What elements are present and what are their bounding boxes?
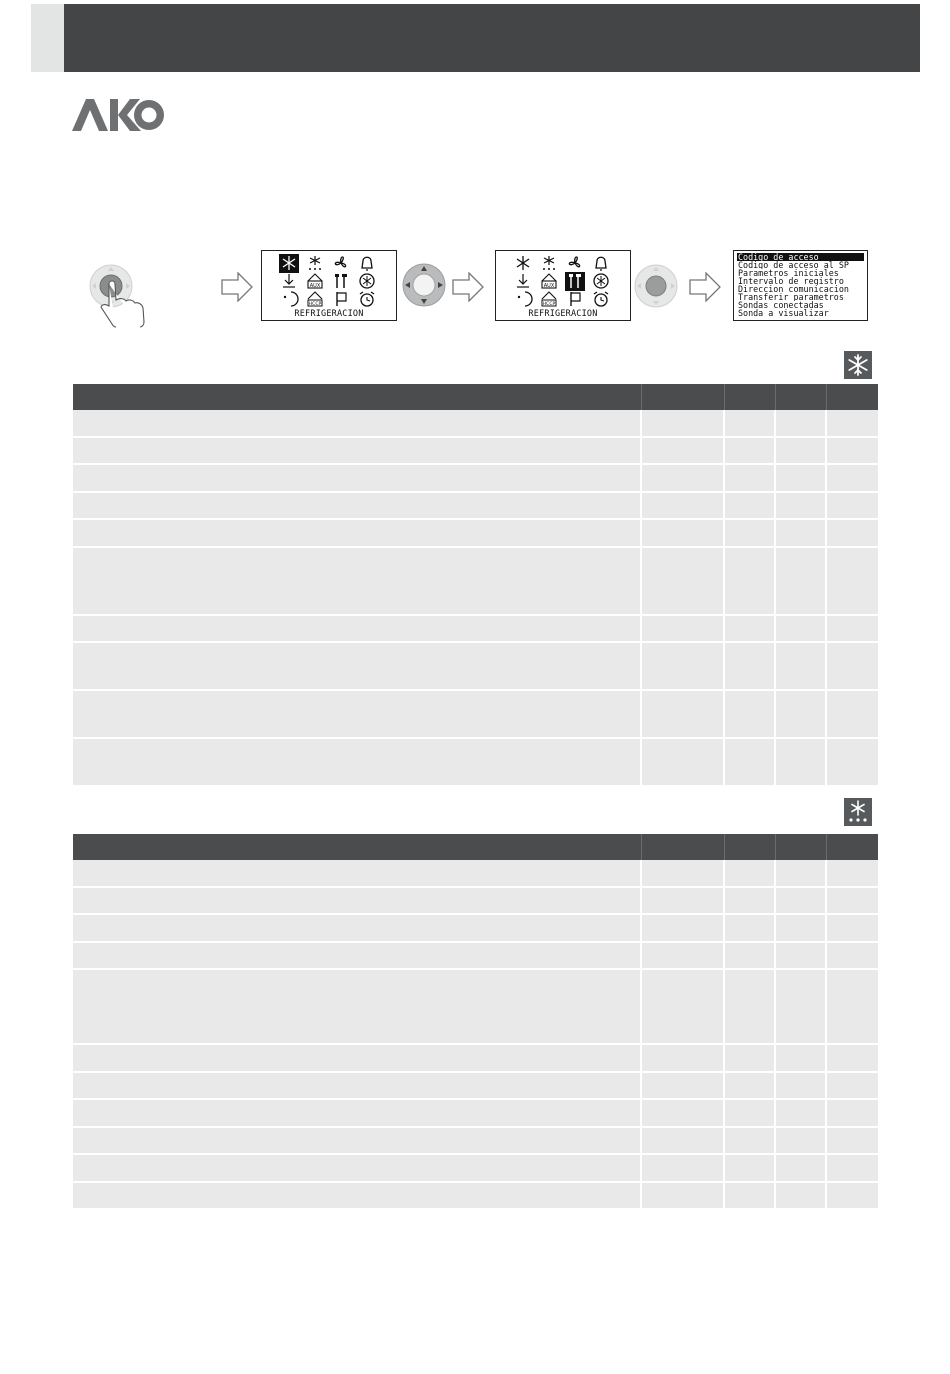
table-cell: [642, 1183, 725, 1209]
table-cell: [73, 739, 642, 785]
table-cell: [776, 1183, 827, 1209]
table-cell: [642, 1045, 725, 1071]
arrow-right-icon: [689, 272, 721, 302]
table-cell: [827, 616, 878, 642]
lcd-icon-grid: [510, 254, 618, 310]
table-row: [73, 1155, 878, 1183]
table-cell: [776, 1155, 827, 1181]
table-cell: [642, 616, 725, 642]
snowflake-icon: [517, 256, 529, 270]
table-cell: [73, 915, 642, 941]
header-side-tab: [31, 4, 64, 72]
table-cell: [725, 410, 776, 436]
table-row: [73, 548, 878, 616]
table-cell: [776, 493, 827, 519]
alarm-clock-icon: [594, 292, 608, 306]
lcd-menu-item: Sondas conectadas: [738, 301, 824, 309]
table-cell: [827, 1073, 878, 1099]
table-cell: [725, 860, 776, 886]
table-cell: [642, 493, 725, 519]
table-row: [73, 888, 878, 916]
table-cell: [725, 1155, 776, 1181]
header-cell-default: [827, 834, 878, 860]
svg-text:HCCP: HCCP: [308, 302, 322, 307]
table-cell: [827, 493, 878, 519]
table-cell: [73, 465, 642, 491]
lcd-caption: REFRIGERACION: [294, 309, 364, 319]
table-cell: [827, 1183, 878, 1209]
joystick-center-press-icon: [634, 264, 678, 308]
table-cell: [725, 493, 776, 519]
table-cell: [73, 1073, 642, 1099]
header-cell-default: [827, 384, 878, 410]
table-cell: [642, 643, 725, 689]
table-cell: [827, 1128, 878, 1154]
header-cell-min: [725, 834, 776, 860]
table-cell: [642, 860, 725, 886]
table-row: [73, 1128, 878, 1156]
svg-text:AUX: AUX: [543, 283, 555, 289]
table-cell: [725, 1183, 776, 1209]
table-cell: [73, 860, 642, 886]
evaporator-icon: [360, 274, 374, 288]
snowflake-icon: [844, 351, 872, 379]
table-cell: [642, 970, 725, 1043]
table-cell: [827, 970, 878, 1043]
lcd-screen-tools-selected: [495, 250, 631, 321]
table-row: [73, 739, 878, 787]
table-cell: [73, 888, 642, 914]
bell-icon: [362, 257, 372, 270]
arrow-right-icon: [221, 272, 253, 302]
table-cell: [642, 410, 725, 436]
table-cell: [725, 1073, 776, 1099]
lcd-menu-item: Sonda a visualizar: [738, 309, 829, 317]
table-row: [73, 493, 878, 521]
defrost-icon: [309, 256, 321, 270]
table-cell: [725, 943, 776, 969]
table-cell: [827, 915, 878, 941]
table-cell: [776, 739, 827, 785]
fan-icon: [569, 257, 579, 267]
svg-text:HCCP: HCCP: [542, 302, 556, 307]
table-cell: [827, 520, 878, 546]
table-row: [73, 465, 878, 493]
table-cell: [725, 691, 776, 737]
table-cell: [642, 1128, 725, 1154]
table-cell: [725, 465, 776, 491]
lcd-menu-item: Direccion comunicacion: [738, 285, 849, 293]
table-cell: [73, 1045, 642, 1071]
table-cell: [725, 438, 776, 464]
header-cell-max: [776, 384, 827, 410]
lcd-menu-item: Parametros iniciales: [738, 269, 839, 277]
table-row: [73, 1073, 878, 1101]
table-cell: [776, 1045, 827, 1071]
table-row: [73, 438, 878, 466]
aux-icon: [308, 274, 322, 289]
aux-icon: [542, 274, 556, 289]
table-cell: [642, 1155, 725, 1181]
table-row: [73, 691, 878, 739]
snowflake-icon: [279, 254, 299, 273]
table-cell: [725, 1045, 776, 1071]
table-cell: [73, 643, 642, 689]
night-mode-icon: [284, 292, 298, 306]
table-cell: [73, 410, 642, 436]
table-cell: [827, 438, 878, 464]
table-row: [73, 1045, 878, 1073]
table-cell: [827, 465, 878, 491]
table-cell: [642, 520, 725, 546]
table-cell: [73, 520, 642, 546]
table-cell: [776, 616, 827, 642]
table-cell: [776, 888, 827, 914]
table-header: [73, 834, 878, 860]
table-cell: [776, 915, 827, 941]
table-row: [73, 616, 878, 644]
table-row: [73, 1183, 878, 1211]
table-cell: [776, 465, 827, 491]
header-cell-max: [776, 834, 827, 860]
evaporator-icon: [594, 274, 608, 288]
header-cell-value: [642, 384, 725, 410]
download-icon: [283, 274, 295, 287]
lcd-menu-item: Intervalo de registro: [738, 277, 844, 285]
table-cell: [73, 1183, 642, 1209]
header-cell-min: [725, 384, 776, 410]
lcd-caption: REFRIGERACION: [528, 309, 598, 319]
header-cell-value: [642, 834, 725, 860]
table-cell: [827, 691, 878, 737]
table-cell: [725, 616, 776, 642]
table-cell: [827, 410, 878, 436]
night-mode-icon: [518, 292, 532, 306]
header-cell-description: [73, 384, 642, 410]
table-row: [73, 1100, 878, 1128]
table-cell: [73, 970, 642, 1043]
table-row: [73, 915, 878, 943]
table-cell: [725, 888, 776, 914]
table-cell: [642, 465, 725, 491]
tools-icon: [335, 274, 347, 288]
table-cell: [776, 691, 827, 737]
table-cell: [73, 616, 642, 642]
door-flag-icon: [337, 292, 346, 306]
defrost-icon: [844, 798, 872, 826]
table-cell: [827, 739, 878, 785]
lcd-menu-item: Transferir parametros: [738, 293, 844, 301]
table-cell: [642, 888, 725, 914]
table-cell: [827, 1100, 878, 1126]
lcd-screen-settings-menu: [733, 250, 868, 321]
lcd-menu-item: Codigo de acceso al SP: [738, 261, 849, 269]
table-cell: [776, 520, 827, 546]
table-cell: [776, 943, 827, 969]
table-cell: [642, 915, 725, 941]
table-cell: [827, 548, 878, 614]
table-cell: [642, 1100, 725, 1126]
table-cell: [642, 739, 725, 785]
table-cell: [73, 1128, 642, 1154]
table-cell: [827, 943, 878, 969]
table-cell: [642, 438, 725, 464]
lcd-screen-main-menu: [261, 250, 397, 321]
table-header: [73, 384, 878, 410]
lcd-menu-list: [737, 253, 864, 317]
table-cell: [725, 520, 776, 546]
table-cell: [642, 1073, 725, 1099]
header-bar: [64, 4, 920, 72]
table-cell: [642, 943, 725, 969]
table-cell: [725, 1128, 776, 1154]
arrow-right-icon: [452, 272, 484, 302]
table-cell: [73, 493, 642, 519]
svg-text:AUX: AUX: [309, 283, 321, 289]
table-cell: [73, 1155, 642, 1181]
joystick-up-down-icon: [402, 263, 446, 307]
haccp-icon: [308, 292, 322, 307]
tools-icon: [565, 272, 585, 291]
alarm-clock-icon: [360, 292, 374, 306]
download-icon: [517, 274, 529, 287]
lcd-menu-item: Codigo de acceso: [737, 253, 864, 261]
table-cell: [725, 915, 776, 941]
table-cell: [776, 1100, 827, 1126]
table-cell: [73, 943, 642, 969]
fan-icon: [335, 257, 345, 267]
ako-logo: [72, 97, 167, 135]
table-cell: [776, 1073, 827, 1099]
table-row: [73, 970, 878, 1045]
table-cell: [642, 548, 725, 614]
door-flag-icon: [571, 292, 580, 306]
table-cell: [827, 860, 878, 886]
table-cell: [725, 643, 776, 689]
table-cell: [827, 643, 878, 689]
hand-press-joystick-icon: [86, 262, 156, 328]
table-row: [73, 943, 878, 971]
table-row: [73, 520, 878, 548]
table-cell: [73, 438, 642, 464]
parameters-table-defrost: [73, 834, 878, 1210]
defrost-icon: [543, 256, 555, 270]
haccp-icon: [542, 292, 556, 307]
bell-icon: [596, 257, 606, 270]
table-cell: [827, 1155, 878, 1181]
table-cell: [642, 691, 725, 737]
header-cell-description: [73, 834, 642, 860]
table-cell: [725, 1100, 776, 1126]
table-cell: [776, 548, 827, 614]
table-cell: [73, 691, 642, 737]
parameters-table-refrigeration: [73, 384, 878, 787]
table-cell: [73, 548, 642, 614]
table-cell: [776, 860, 827, 886]
table-row: [73, 643, 878, 691]
table-cell: [776, 438, 827, 464]
table-cell: [827, 888, 878, 914]
table-cell: [725, 739, 776, 785]
table-row: [73, 410, 878, 438]
table-cell: [776, 1128, 827, 1154]
table-cell: [776, 970, 827, 1043]
table-cell: [725, 548, 776, 614]
table-cell: [827, 1045, 878, 1071]
table-cell: [73, 1100, 642, 1126]
table-cell: [776, 643, 827, 689]
table-row: [73, 860, 878, 888]
table-cell: [725, 970, 776, 1043]
table-cell: [776, 410, 827, 436]
lcd-icon-grid: [276, 254, 384, 310]
